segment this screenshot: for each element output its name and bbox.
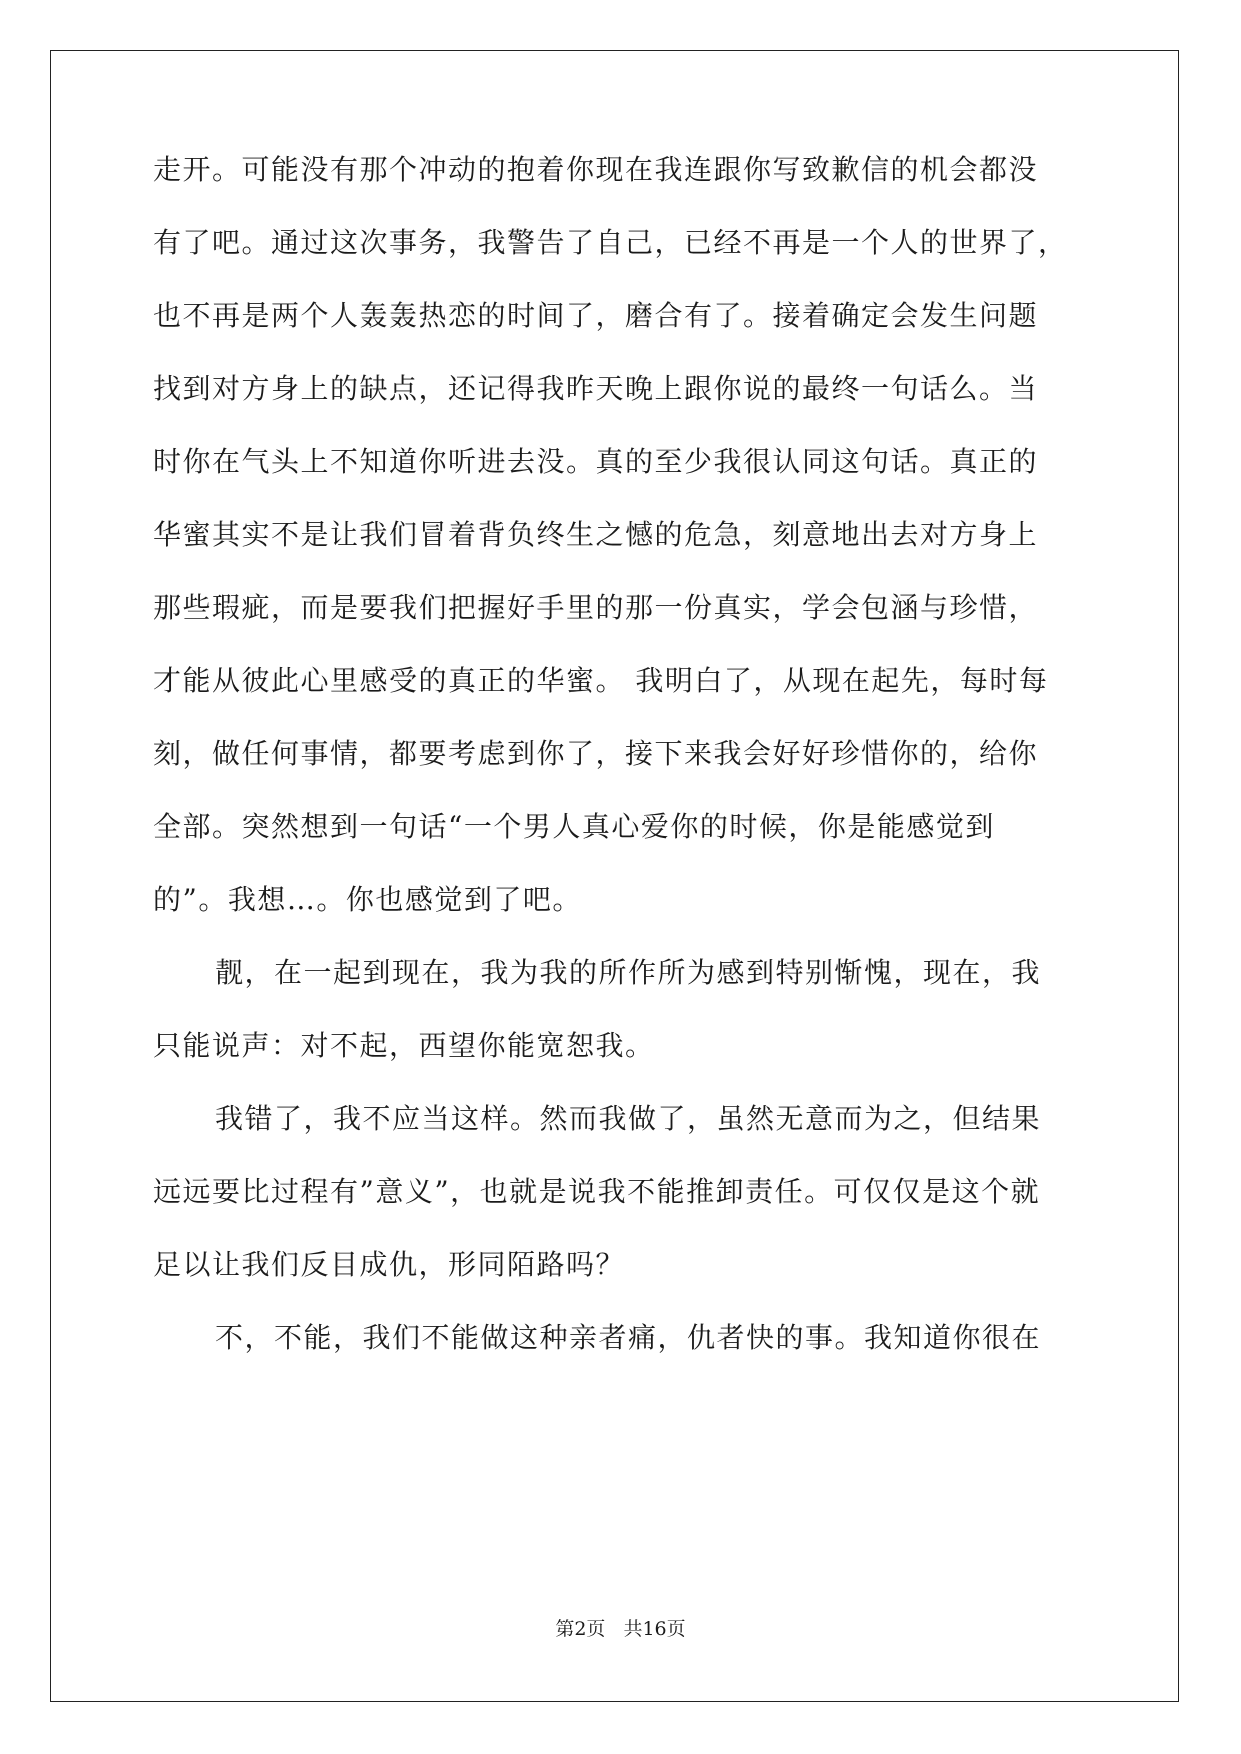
text-line: 找到对方身上的缺点，还记得我昨天晚上跟你说的最终一句话么。当 [153, 372, 1039, 405]
paragraph-first-line: 我错了，我不应当这样。然而我做了，虽然无意而为之，但结果 [215, 1102, 1042, 1135]
page-total: 共16页 [623, 1618, 686, 1640]
paragraph-first-line: 不，不能，我们不能做这种亲者痛，仇者快的事。我知道你很在 [215, 1321, 1042, 1354]
page-number: 第2页 [555, 1618, 606, 1640]
text-line: 远远要比过程有”意义”，也就是说我不能推卸责任。可仅仅是这个就 [153, 1175, 1041, 1208]
text-line: 足以让我们反目成仇，形同陌路吗？ [153, 1248, 626, 1281]
text-line: 才能从彼此心里感受的真正的华蜜。 我明白了，从现在起先，每时每 [153, 664, 1049, 697]
text-line: 华蜜其实不是让我们冒着背负终生之憾的危急，刻意地出去对方身上 [153, 518, 1039, 551]
text-line: 时你在气头上不知道你听进去没。真的至少我很认同这句话。真正的 [153, 445, 1039, 478]
text-line: 那些瑕疵，而是要我们把握好手里的那一份真实，学会包涵与珍惜， [153, 591, 1039, 624]
text-line: 有了吧。通过这次事务，我警告了自己，已经不再是一个人的世界了， [153, 226, 1068, 259]
paragraph-first-line: 靓，在一起到现在，我为我的所作所为感到特别惭愧，现在，我 [215, 956, 1042, 989]
text-line: 只能说声：对不起，西望你能宽恕我。 [153, 1029, 655, 1062]
text-line: 全部。突然想到一句话“一个男人真心爱你的时候，你是能感觉到 [153, 810, 995, 843]
text-line: 走开。可能没有那个冲动的抱着你现在我连跟你写致歉信的机会都没 [153, 153, 1039, 186]
page-footer [0, 1614, 1241, 1641]
text-line: 刻，做任何事情，都要考虑到你了，接下来我会好好珍惜你的，给你 [153, 737, 1039, 770]
text-line: 也不再是两个人轰轰热恋的时间了，磨合有了。接着确定会发生问题 [153, 299, 1039, 332]
text-line: 的”。我想…。你也感觉到了吧。 [153, 883, 582, 916]
